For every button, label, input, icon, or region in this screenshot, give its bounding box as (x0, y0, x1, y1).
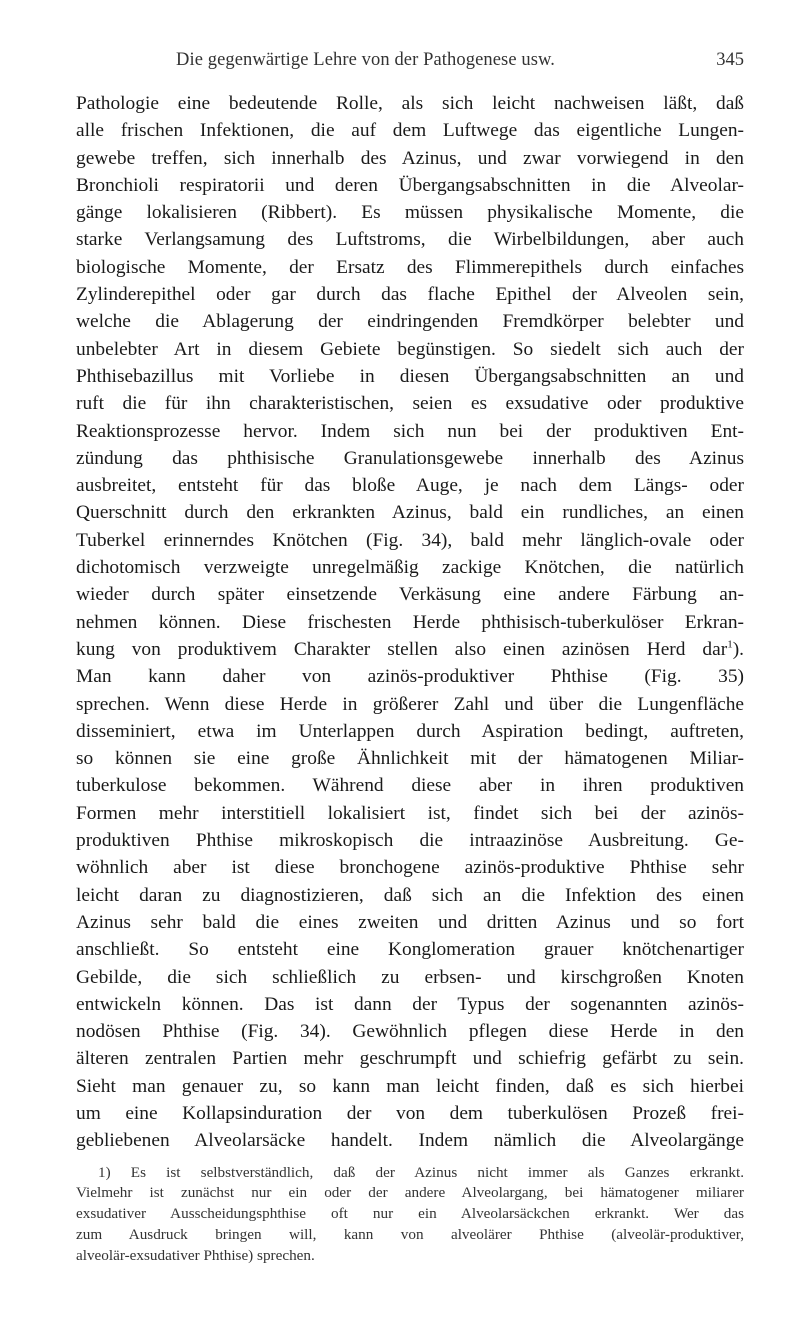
text-line: Man kann daher von azinös-produktiver Phthise (Fig. 35) (76, 666, 744, 688)
footnote (76, 1163, 744, 1267)
footnote-line: alveolär-exsudativer Phthise) sprechen. (76, 1246, 315, 1264)
text-line: unbelebter Art in diesem Gebiete begünstigen. So siedelt sich auch der (76, 338, 744, 360)
text-line: Formen mehr interstitiell lokalisiert ist, findet sich bei der azinös- (76, 802, 744, 824)
text-line: gebliebenen Alveolarsäcke handelt. Indem nämlich die Alveolargänge (76, 1130, 744, 1152)
text-line: zündung das phthisische Granulationsgewebe innerhalb des Azinus (76, 447, 744, 469)
body-text (76, 90, 744, 1155)
page-header (76, 50, 744, 80)
text-line: produktiven Phthise mikroskopisch die intraazinöse Ausbreitung. Ge- (76, 830, 744, 852)
text-line: Reaktionsprozesse hervor. Indem sich nun bei der produktiven Ent- (76, 420, 744, 442)
text-line: älteren zentralen Partien mehr geschrumpft und schiefrig gefärbt zu sein. (76, 1048, 744, 1070)
text-line: anschließt. So entsteht eine Konglomeration grauer knötchenartiger (76, 939, 744, 961)
text-line: biologische Momente, der Ersatz des Flimmerepithels durch einfaches (76, 256, 744, 278)
text-line: nehmen können. Diese frischesten Herde phthisisch-tuberkulöser Erkran- (76, 611, 744, 633)
text-line: ruft die für ihn charakteristischen, seien es exsudative oder produktive (76, 393, 744, 415)
text-line: tuberkulose bekommen. Während diese aber in ihren produktiven (76, 775, 744, 797)
text-line: welche die Ablagerung der eindringenden Fremdkörper belebter und (76, 311, 744, 333)
text-line: sprechen. Wenn diese Herde in größerer Zahl und über die Lungenfläche (76, 693, 744, 715)
text-line: Querschnitt durch den erkrankten Azinus, bald ein rundliches, an einen (76, 502, 744, 524)
footnote-line: exsudativer Ausscheidungsphthise oft nur ein Alveolarsäckchen erkrankt. Wer das (76, 1205, 744, 1223)
text-line: um eine Kollapsinduration der von dem tuberkulösen Prozeß frei- (76, 1102, 744, 1124)
page-number: 345 (716, 50, 744, 70)
text-line: disseminiert, etwa im Unterlappen durch Aspiration bedingt, auftreten, (76, 720, 744, 742)
text-line: leicht daran zu diagnostizieren, daß sich an die Infektion des einen (76, 884, 744, 906)
text-line: Sieht man genauer zu, so kann man leicht finden, daß es sich hierbei (76, 1075, 744, 1097)
text-line: Tuberkel erinnerndes Knötchen (Fig. 34), bald mehr länglich-ovale oder (76, 529, 744, 551)
text-line: ausbreitet, entsteht für das bloße Auge, je nach dem Längs- oder (76, 475, 744, 497)
text-line: dichotomisch verzweigte unregelmäßig zackige Knötchen, die natürlich (76, 557, 744, 579)
text-line: gewebe treffen, sich innerhalb des Azinus, und zwar vorwiegend in den (76, 147, 744, 169)
text-line: wieder durch später einsetzende Verkäsung eine andere Färbung an- (76, 584, 744, 606)
text-fragment: ). (732, 638, 744, 660)
text-line: nodösen Phthise (Fig. 34). Gewöhnlich pflegen diese Herde in den (76, 1021, 744, 1043)
text-line: entwickeln können. Das ist dann der Typus der sogenannten azinös- (76, 993, 744, 1015)
text-line: wöhnlich aber ist diese bronchogene azinös-produktive Phthise sehr (76, 857, 744, 879)
text-line-with-footnote-ref (76, 636, 744, 663)
book-page (76, 50, 744, 1267)
text-line: Gebilde, die sich schließlich zu erbsen- und kirschgroßen Knoten (76, 966, 744, 988)
text-line: Pathologie eine bedeutende Rolle, als sich leicht nachweisen läßt, daß (76, 93, 744, 114)
text-line: Azinus sehr bald die eines zweiten und dritten Azinus und so fort (76, 911, 744, 933)
text-line: starke Verlangsamung des Luftstroms, die Wirbelbildungen, aber auch (76, 229, 744, 251)
footnote-line: Vielmehr ist zunächst nur ein oder der andere Alveolargang, bei hämatogener miliarer (76, 1184, 744, 1202)
text-line: Bronchioli respiratorii und deren Übergangsabschnitten in die Alveolar- (76, 174, 744, 196)
footnote-reference: 1 (727, 638, 733, 651)
text-fragment: kung von produktivem Charakter stellen also einen azinösen Herd dar (76, 638, 728, 660)
text-line: so können sie eine große Ähnlichkeit mit der hämatogenen Miliar- (76, 748, 744, 770)
text-line: Phthisebazillus mit Vorliebe in diesen Übergangsabschnitten an und (76, 365, 744, 387)
running-head: Die gegenwärtige Lehre von der Pathogenese usw. (176, 50, 556, 70)
footnote-line: 1) Es ist selbstverständlich, daß der Azinus nicht immer als Ganzes erkrankt. (98, 1163, 744, 1181)
text-line: alle frischen Infektionen, die auf dem Luftwege das eigentliche Lungen- (76, 120, 744, 142)
text-line: Zylinderepithel oder gar durch das flache Epithel der Alveolen sein, (76, 284, 744, 306)
text-line: gänge lokalisieren (Ribbert). Es müssen physikalische Momente, die (76, 202, 744, 224)
footnote-line: zum Ausdruck bringen will, kann von alveolärer Phthise (alveolär-produktiver, (76, 1225, 744, 1243)
